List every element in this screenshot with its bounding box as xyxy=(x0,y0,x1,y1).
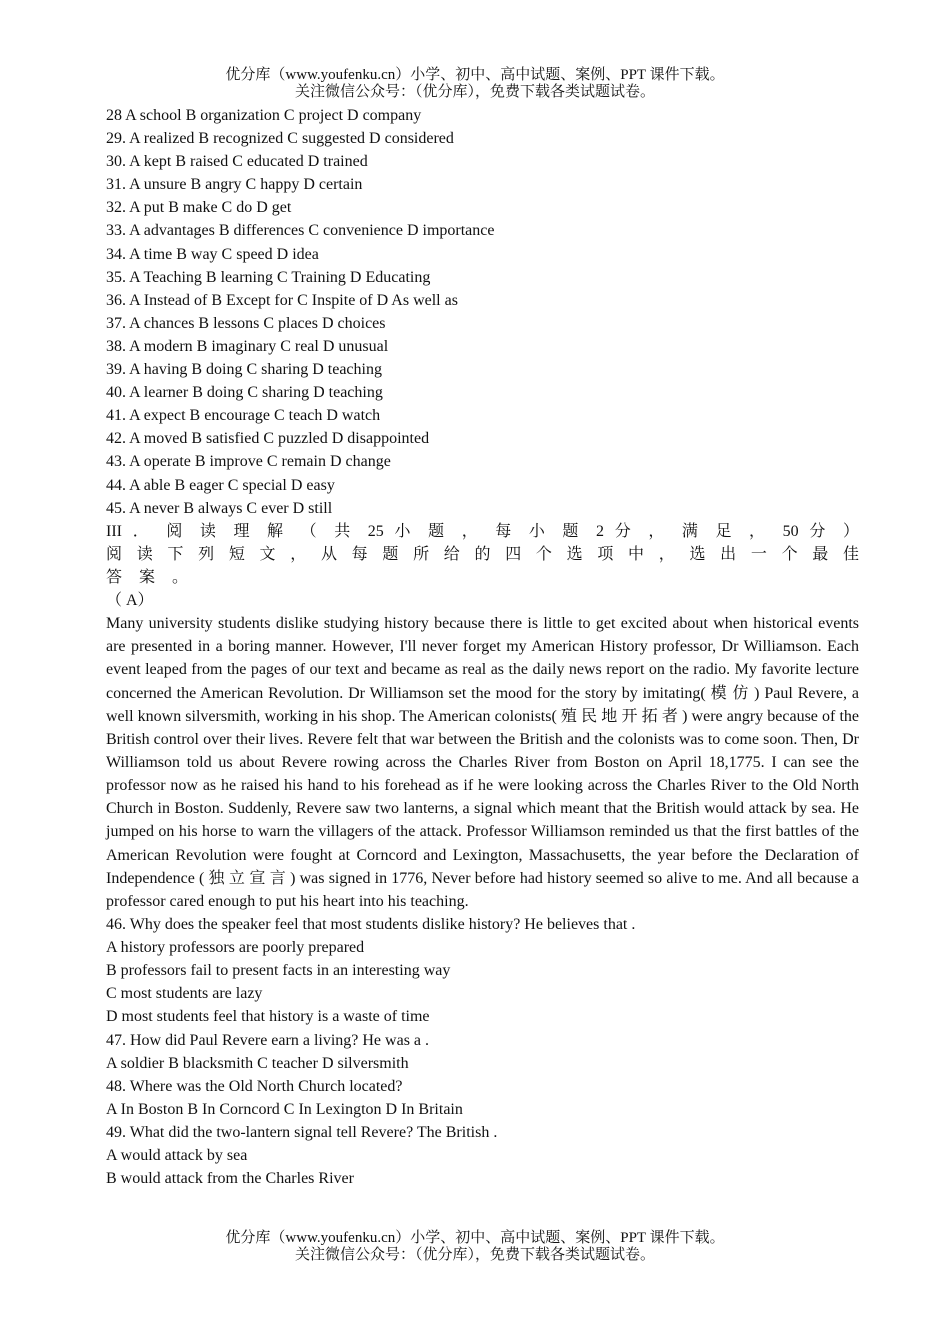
footer-line-2: 关注微信公众号：（优分库），免费下载各类试题试卷。 xyxy=(294,1247,655,1263)
part-label: （ A） xyxy=(106,591,154,609)
cloze-option-line: 44. A able B eager C special D easy xyxy=(106,476,335,494)
footer-line-1: 优分库（www.youfenku.cn）小学、初中、高中试题、案例、PPT 课件下载。 xyxy=(225,1230,725,1246)
cloze-option-line: 41. A expect B encourage C teach D watch xyxy=(106,407,381,425)
answer-option-line: B would attack from the Charles River xyxy=(106,1170,354,1188)
cloze-option-line: 29. A realized B recognized C suggested D considered xyxy=(106,130,454,148)
cloze-option-line: 42. A moved B satisfied C puzzled D disappointed xyxy=(106,430,430,448)
question-line: 49. What did the two-lantern signal tell Revere? The British . xyxy=(106,1123,498,1141)
cloze-option-line: 30. A kept B raised C educated D trained xyxy=(106,153,368,171)
answer-option-line: A would attack by sea xyxy=(106,1147,248,1165)
section-title: III ． 阅 读 理 解 （ 共 25 小 题 ， 每 小 题 2 分 ， 满 足 ， 50 分 ） xyxy=(106,522,859,540)
header-line-2: 关注微信公众号：（优分库），免费下载各类试题试卷。 xyxy=(294,84,655,100)
cloze-option-line: 45. A never B always C ever D still xyxy=(106,499,333,517)
answer-option-line: D most students feel that history is a waste of time xyxy=(106,1008,430,1026)
cloze-option-line: 40. A learner B doing C sharing D teaching xyxy=(106,384,383,402)
cloze-option-line: 34. A time B way C speed D idea xyxy=(106,245,319,263)
cloze-option-line: 35. A Teaching B learning C Training D Educating xyxy=(106,268,431,286)
page-header xyxy=(0,67,950,101)
cloze-option-line: 28 A school B organization C project D company xyxy=(106,107,422,124)
header-line-1: 优分库（www.youfenku.cn）小学、初中、高中试题、案例、PPT 课件下载。 xyxy=(225,67,725,83)
answer-option-line: A history professors are poorly prepared xyxy=(106,939,365,957)
cloze-option-list xyxy=(106,104,859,520)
reading-passage: Many university students dislike studying history because there is little to get excited about when historical events are presented in a boring manner. However, I'll never forget my American History professor, Dr Williamson. Each event leaped from the pages of our text and became as real as the daily news report on the radio. My favorite lecture concerned the American Revolution. Dr Williamson set the mood for the story by imitating( 模 仿 ) Paul Revere, a well known silversmith, working in his shop. The American colonists( 殖 民 地 开 拓 者 ) were angry because of the British control over their lives. Revere felt that war between the British and the colonists was to come soon. Then, Dr Williamson told us about Revere rowing across the Charles River from Boston on April 18,1775. I can see the professor now as he raised his hand to his forehead as if he were looking across the Charles River to the Old North Church in Boston. Suddenly, Revere saw two lanterns, a signal which meant that the British would attack by sea. He jumped on his horse to warn the villagers of the attack. Professor Williamson reminded us that the first battles of the American Revolution were fought at Corncord and Lexington, Massachusetts, the year before the Declaration of Independence ( 独 立 宣 言 ) was signed in 1776, Never before had history seemed so alive to me. And all because a professor cared enough to put his heart into his teaching. xyxy=(106,615,859,910)
answer-option-line: A soldier B blacksmith C teacher D silversmith xyxy=(106,1054,409,1072)
answer-option-line: C most students are lazy xyxy=(106,985,263,1003)
question-line: 46. Why does the speaker feel that most students dislike history? He believes that . xyxy=(106,916,636,934)
answer-option-line: B professors fail to present facts in an interesting way xyxy=(106,962,451,980)
cloze-option-line: 39. A having B doing C sharing D teaching xyxy=(106,361,382,379)
question-line: 47. How did Paul Revere earn a living? He was a . xyxy=(106,1031,430,1049)
answer-option-line: A In Boston B In Corncord C In Lexington D In Britain xyxy=(106,1100,463,1118)
cloze-option-line: 37. A chances B lessons C places D choices xyxy=(106,314,386,332)
question-list xyxy=(106,913,859,1190)
cloze-option-line: 32. A put B make C do D get xyxy=(106,199,292,217)
cloze-option-line: 31. A unsure B angry C happy D certain xyxy=(106,176,363,194)
page-content xyxy=(106,104,859,1190)
cloze-option-line: 43. A operate B improve C remain D change xyxy=(106,453,391,471)
question-line: 48. Where was the Old North Church located? xyxy=(106,1077,403,1095)
cloze-option-line: 33. A advantages B differences C convenience D importance xyxy=(106,222,495,240)
section-instruction-end: 答案。 xyxy=(106,568,206,586)
cloze-option-line: 36. A Instead of B Except for C Inspite of D As well as xyxy=(106,291,458,309)
cloze-option-line: 38. A modern B imaginary C real D unusual xyxy=(106,337,389,355)
page-footer xyxy=(0,1230,950,1264)
section-instruction: 阅 读 下 列 短 文 ， 从 每 题 所 给 的 四 个 选 项 中 ， 选 出 一 个 最 佳 xyxy=(106,545,859,563)
